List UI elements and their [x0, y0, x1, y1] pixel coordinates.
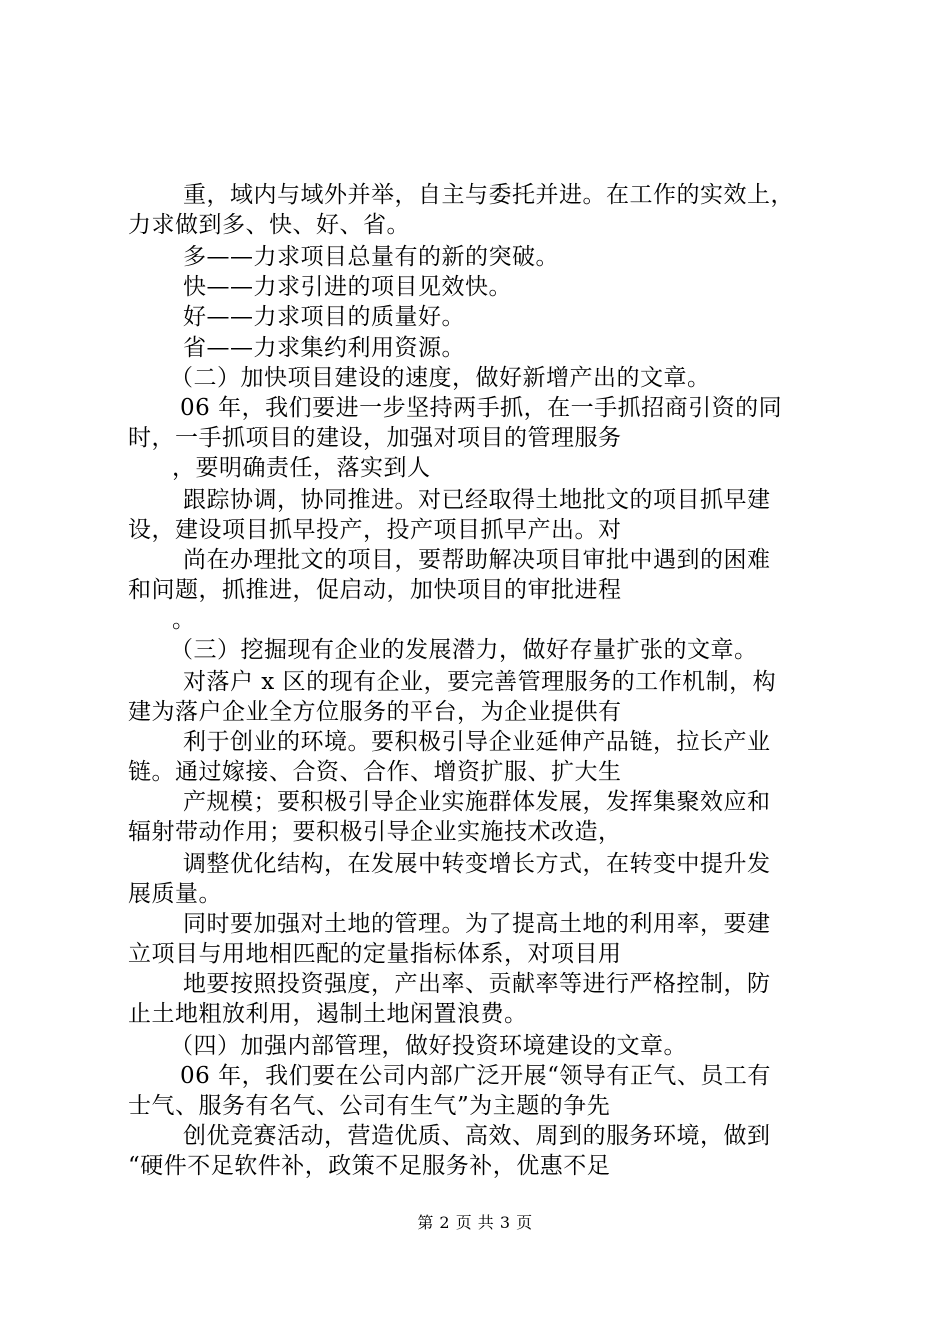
text-line: 06 年，我们要在公司内部广泛开展“领导有正气、员工有 [180, 1063, 771, 1089]
text-line: 设，建设项目抓早投产，投产项目抓早产出。对 [128, 517, 622, 543]
text-line: 利于创业的环境。要积极引导企业延伸产品链，拉长产业 [183, 729, 771, 755]
text-line: 链。通过嫁接、合资、合作、增资扩服、扩大生 [128, 759, 622, 785]
text-line: 止土地粗放利用，遏制土地闲置浪费。 [128, 1001, 528, 1027]
text-line: 调整优化结构，在发展中转变增长方式，在转变中提升发 [183, 851, 771, 877]
text-line: 同时要加强对土地的管理。为了提高土地的利用率，要建 [183, 911, 771, 937]
text-line: “硬件不足软件补，政策不足服务补，优惠不足 [128, 1153, 611, 1179]
text-line: 。 [172, 607, 196, 633]
text-line: 士气、服务有名气、公司有生气”为主题的争先 [128, 1093, 611, 1119]
text-line: 产规模；要积极引导企业实施群体发展，发挥集聚效应和 [183, 789, 771, 815]
section-heading: （四）加强内部管理，做好投资环境建设的文章。 [170, 1033, 687, 1059]
text-line: 展质量。 [128, 881, 222, 907]
text-line: 重，域内与域外并举，自主与委托并进。在工作的实效上， [183, 182, 794, 208]
text-line: 跟踪协调，协同推进。对已经取得土地批文的项目抓早建 [183, 487, 771, 513]
text-line: 快——力求引进的项目见效快。 [183, 274, 512, 300]
text-line: 创优竞赛活动，营造优质、高效、周到的服务环境，做到 [183, 1123, 771, 1149]
page-number-footer: 第 2 页 共 3 页 [417, 1213, 533, 1232]
text-line: 和问题，抓推进，促启动，加快项目的审批进程 [128, 577, 622, 603]
text-line: 多——力求项目总量有的新的突破。 [183, 244, 559, 270]
section-heading: （二）加快项目建设的速度，做好新增产出的文章。 [170, 365, 711, 391]
text-line: 辐射带动作用；要积极引导企业实施技术改造， [128, 819, 622, 845]
text-line: 对落户 x 区的现有企业，要完善管理服务的工作机制，构 [183, 669, 777, 695]
text-line: 省——力求集约利用资源。 [183, 335, 465, 361]
section-heading: （三）挖掘现有企业的发展潜力，做好存量扩张的文章。 [170, 637, 758, 663]
text-line: ，要明确责任，落实到人 [172, 455, 431, 481]
text-line: 06 年，我们要进一步坚持两手抓，在一手抓招商引资的同 [180, 395, 783, 421]
text-line: 力求做到多、快、好、省。 [128, 212, 410, 238]
text-line: 建为落户企业全方位服务的平台，为企业提供有 [128, 699, 622, 725]
text-line: 尚在办理批文的项目，要帮助解决项目审批中遇到的困难 [183, 547, 771, 573]
text-line: 地要按照投资强度，产出率、贡献率等进行严格控制，防 [183, 971, 771, 997]
text-line: 立项目与用地相匹配的定量指标体系，对项目用 [128, 941, 622, 967]
text-line: 好——力求项目的质量好。 [183, 304, 465, 330]
text-line: 时，一手抓项目的建设，加强对项目的管理服务 [128, 425, 622, 451]
